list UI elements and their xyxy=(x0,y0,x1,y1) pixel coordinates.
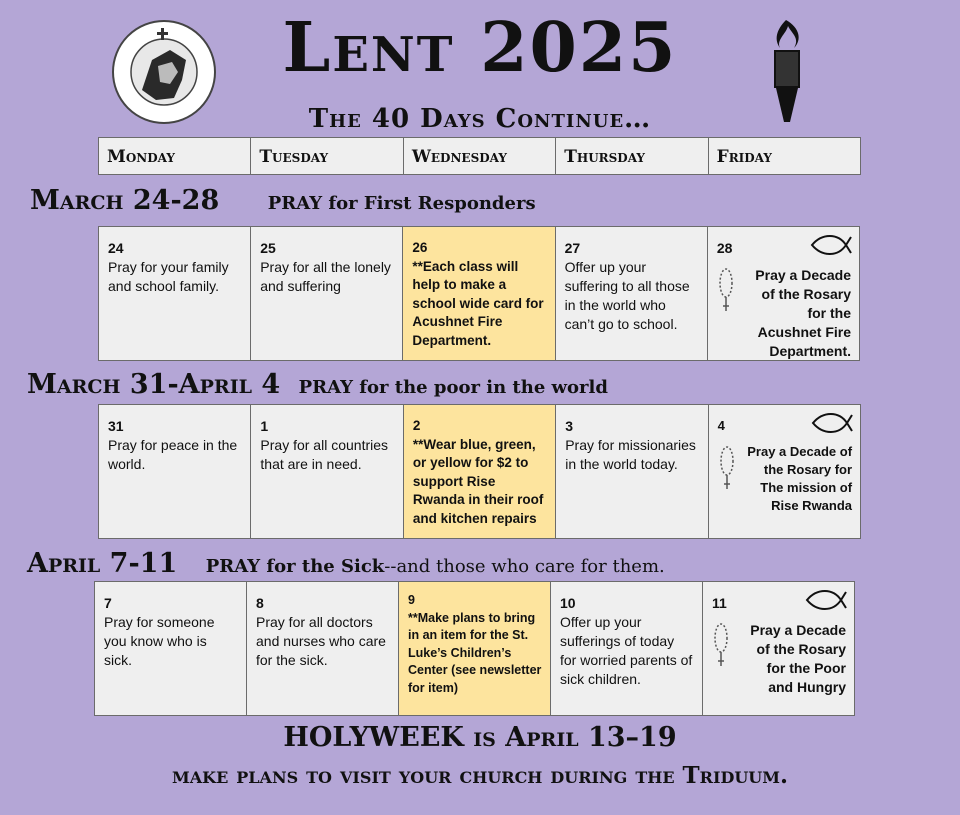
rosary-icon xyxy=(719,445,735,496)
day-cell xyxy=(556,227,708,360)
day-number: 25 xyxy=(260,240,276,256)
day-cell xyxy=(556,405,708,538)
day-text: Pray for all countries that are in need. xyxy=(260,437,389,472)
day-cell xyxy=(251,227,403,360)
day-text: Pray a Decade of the Rosary for The mission of Rise Rwanda xyxy=(747,444,853,513)
ichthys-fish-icon xyxy=(805,589,847,616)
weekday-friday: Friday xyxy=(716,147,772,167)
day-number: 2 xyxy=(412,418,421,433)
day-number: 26 xyxy=(412,240,428,255)
page-subtitle: The 40 Days Continue… xyxy=(308,104,652,134)
day-cell-friday xyxy=(709,405,860,538)
week-row-3 xyxy=(94,581,855,716)
day-cell xyxy=(99,227,251,360)
page-title: Lent 2025 xyxy=(282,8,678,88)
day-cell-friday xyxy=(703,582,854,715)
day-text: Pray for all the lonely and suffering xyxy=(260,259,391,294)
day-text: Pray for missionaries in the world today. xyxy=(565,437,696,472)
rosary-icon xyxy=(718,267,734,318)
day-cell-friday xyxy=(708,227,859,360)
weekday-header xyxy=(98,137,861,175)
day-number: 10 xyxy=(560,595,576,611)
day-number: 9 xyxy=(408,593,415,607)
day-text: **Wear blue, green, or yellow for $2 to support Rise Rwanda in their roof and kitchen repairs xyxy=(412,436,544,526)
day-text: Pray for peace in the world. xyxy=(108,437,238,472)
day-text: Pray for all doctors and nurses who care for the sick. xyxy=(256,614,386,668)
week-theme-main: PRAY for the Sick xyxy=(205,556,385,577)
day-number: 4 xyxy=(717,418,725,433)
day-cell-highlight xyxy=(403,227,555,360)
week-heading-1 xyxy=(30,185,536,216)
week-dates: March 31-April 4 xyxy=(27,369,281,400)
day-number: 3 xyxy=(565,418,574,434)
holy-week-notice: HOLYWEEK is April 13–19 xyxy=(283,722,677,753)
rosary-icon xyxy=(713,622,729,673)
day-number: 24 xyxy=(108,240,124,256)
day-number: 31 xyxy=(108,418,124,434)
weekday-monday: Monday xyxy=(99,138,251,174)
weekday-thursday: Thursday xyxy=(556,138,708,174)
day-text: Pray a Decade of the Rosary for the Poor and Hungry xyxy=(750,622,846,695)
weekday-tuesday: Tuesday xyxy=(251,138,403,174)
day-text: Pray for someone you know who is sick. xyxy=(104,614,215,668)
weekday-wednesday: Wednesday xyxy=(404,138,556,174)
day-number: 8 xyxy=(256,595,264,611)
week-theme: PRAY for the poor in the world xyxy=(298,377,608,398)
week-theme: PRAY for First Responders xyxy=(267,193,536,214)
week-dates: April 7-11 xyxy=(27,548,178,579)
day-cell-highlight xyxy=(404,405,556,538)
week-theme-extra: --and those who care for them. xyxy=(384,556,665,577)
week-heading-2 xyxy=(27,369,608,400)
day-number: 11 xyxy=(712,595,727,611)
ichthys-fish-icon xyxy=(810,234,852,261)
day-text: Pray for your family and school family. xyxy=(108,259,229,294)
day-number: 27 xyxy=(564,240,581,256)
day-text: **Each class will help to make a school wide card for Acushnet Fire Department. xyxy=(412,258,544,348)
week-heading-3 xyxy=(27,548,665,579)
day-cell xyxy=(99,405,251,538)
day-cell xyxy=(251,405,403,538)
ichthys-fish-icon xyxy=(811,412,853,439)
week-theme xyxy=(206,556,665,577)
day-number: 28 xyxy=(716,240,733,256)
day-cell xyxy=(95,582,247,715)
day-text: Pray a Decade of the Rosary for the Acushnet Fire Department. xyxy=(755,267,852,359)
day-number: 1 xyxy=(260,418,269,434)
day-cell xyxy=(247,582,399,715)
day-text: Offer up your suffering to all those in the world who can’t go to school. xyxy=(564,259,690,332)
triduum-notice: make plans to visit your church during the Triduum. xyxy=(172,762,788,789)
week-dates: March 24-28 xyxy=(30,185,220,216)
day-cell-highlight xyxy=(399,582,551,715)
day-text: Offer up your sufferings of today for worried parents of sick children. xyxy=(560,614,693,687)
week-row-2 xyxy=(98,404,861,539)
day-text: **Make plans to bring in an item for the St. Luke’s Children’s Center (see newsletter for item) xyxy=(408,610,542,695)
day-cell xyxy=(551,582,703,715)
week-row-1 xyxy=(98,226,860,361)
day-number: 7 xyxy=(104,595,112,611)
